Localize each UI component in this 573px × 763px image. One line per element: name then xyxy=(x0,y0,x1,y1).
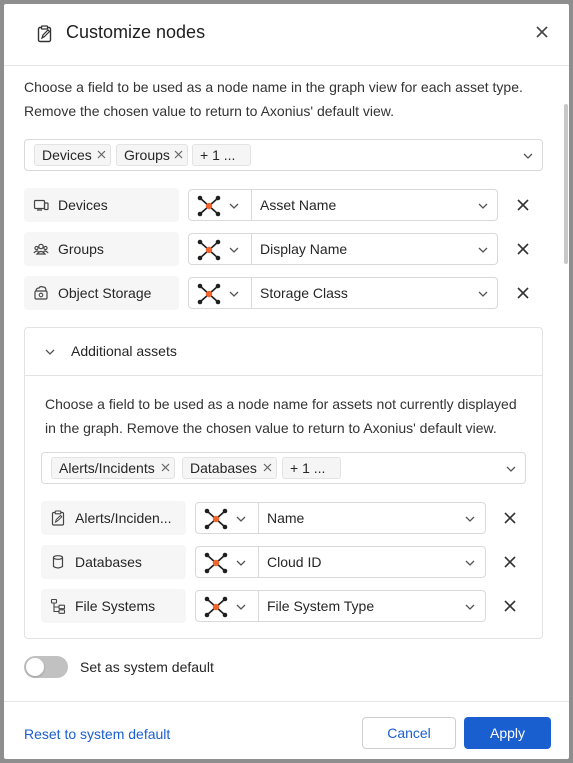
node-graph-icon xyxy=(204,552,228,574)
asset-types-select[interactable] xyxy=(24,139,543,171)
remove-row-icon[interactable] xyxy=(517,287,529,299)
chevron-down-icon[interactable] xyxy=(229,291,239,297)
groups-icon xyxy=(33,241,49,257)
dialog-title: Customize nodes xyxy=(66,22,206,42)
node-graph-icon xyxy=(204,596,228,618)
field-select-value: Name xyxy=(267,510,305,526)
asset-tag-label: Alerts/Incidents xyxy=(59,460,155,476)
asset-row-label-text: Databases xyxy=(75,554,142,570)
system-default-label: Set as system default xyxy=(80,659,214,675)
tag-remove-icon[interactable] xyxy=(263,463,272,472)
more-tags-tag[interactable] xyxy=(282,457,341,479)
asset-tag xyxy=(51,457,175,479)
reset-to-default-link[interactable]: Reset to system default xyxy=(24,726,171,742)
tag-remove-icon[interactable] xyxy=(174,150,183,159)
node-graph-icon xyxy=(197,239,221,261)
node-icon-select[interactable] xyxy=(188,277,252,309)
node-graph-icon xyxy=(204,508,228,530)
asset-row-label xyxy=(24,276,179,310)
chevron-down-icon[interactable] xyxy=(229,247,239,253)
asset-row-label xyxy=(24,232,179,266)
asset-row-label xyxy=(24,188,179,222)
more-tags-label: + 1 ... xyxy=(200,147,236,163)
asset-row-label-text: Alerts/Inciden... xyxy=(75,510,172,526)
asset-row-label xyxy=(41,589,186,623)
asset-tag xyxy=(34,144,111,166)
chevron-down-icon[interactable] xyxy=(465,516,475,522)
field-select[interactable] xyxy=(259,502,486,534)
toggle-knob xyxy=(26,658,44,676)
chevron-down-icon[interactable] xyxy=(478,247,488,253)
node-icon-select[interactable] xyxy=(188,189,252,221)
tag-remove-icon[interactable] xyxy=(161,463,170,472)
asset-row-label-text: Object Storage xyxy=(58,285,152,301)
field-select-value: Display Name xyxy=(260,241,348,257)
cancel-button[interactable]: Cancel xyxy=(362,717,456,749)
field-select[interactable] xyxy=(259,546,486,578)
clipboard-icon xyxy=(50,510,66,526)
customize-nodes-dialog xyxy=(4,4,569,759)
tag-remove-icon[interactable] xyxy=(97,150,106,159)
chevron-down-icon[interactable] xyxy=(236,604,246,610)
field-select-value: Storage Class xyxy=(260,285,348,301)
chevron-down-icon[interactable] xyxy=(465,604,475,610)
dialog-header xyxy=(4,4,569,66)
asset-tag-label: Devices xyxy=(42,147,92,163)
chevron-down-icon[interactable] xyxy=(229,203,239,209)
field-select-value: File System Type xyxy=(267,598,375,614)
node-icon-select[interactable] xyxy=(195,502,259,534)
chevron-down-icon[interactable] xyxy=(523,153,533,159)
more-tags-label: + 1 ... xyxy=(290,460,326,476)
dialog-footer xyxy=(4,701,569,759)
remove-row-icon[interactable] xyxy=(517,199,529,211)
node-icon-select[interactable] xyxy=(195,546,259,578)
remove-row-icon[interactable] xyxy=(504,556,516,568)
database-icon xyxy=(50,554,66,570)
remove-row-icon[interactable] xyxy=(517,243,529,255)
node-graph-icon xyxy=(197,283,221,305)
object-storage-icon xyxy=(33,285,49,301)
additional-assets-select[interactable] xyxy=(41,452,526,484)
chevron-down-icon[interactable] xyxy=(478,203,488,209)
scrollbar[interactable] xyxy=(564,104,568,264)
field-select[interactable] xyxy=(252,233,498,265)
additional-assets-title: Additional assets xyxy=(71,343,177,359)
asset-tag xyxy=(182,457,277,479)
remove-row-icon[interactable] xyxy=(504,512,516,524)
field-select[interactable] xyxy=(252,277,498,309)
asset-row-label-text: File Systems xyxy=(75,598,156,614)
asset-row-label-text: Groups xyxy=(58,241,104,257)
node-graph-icon xyxy=(197,195,221,217)
file-system-icon xyxy=(50,598,66,614)
node-icon-select[interactable] xyxy=(188,233,252,265)
field-select-value: Asset Name xyxy=(260,197,337,213)
additional-assets-header[interactable] xyxy=(25,328,542,376)
chevron-down-icon[interactable] xyxy=(236,516,246,522)
asset-tag-label: Databases xyxy=(190,460,257,476)
asset-tag xyxy=(116,144,188,166)
remove-row-icon[interactable] xyxy=(504,600,516,612)
additional-description: Choose a field to be used as a node name for assets not currently displayed in the graph. Remove the chosen value to return to Axonius' default view. xyxy=(45,396,517,436)
device-icon xyxy=(33,197,49,213)
chevron-down-icon[interactable] xyxy=(45,349,55,355)
system-default-toggle[interactable] xyxy=(24,656,68,678)
additional-assets-panel xyxy=(24,327,543,639)
close-icon[interactable] xyxy=(534,24,550,40)
field-select-value: Cloud ID xyxy=(267,554,322,570)
asset-row-label xyxy=(41,545,186,579)
chevron-down-icon[interactable] xyxy=(506,466,516,472)
more-tags-tag[interactable] xyxy=(192,144,251,166)
field-select[interactable] xyxy=(252,189,498,221)
clipboard-edit-icon xyxy=(36,25,54,43)
main-description: Choose a field to be used as a node name in the graph view for each asset type. Remove the chosen value to return to Axonius' default view. xyxy=(24,79,523,119)
chevron-down-icon[interactable] xyxy=(478,291,488,297)
asset-row-label xyxy=(41,501,186,535)
chevron-down-icon[interactable] xyxy=(236,560,246,566)
chevron-down-icon[interactable] xyxy=(465,560,475,566)
asset-row-label-text: Devices xyxy=(58,197,108,213)
asset-tag-label: Groups xyxy=(124,147,170,163)
field-select[interactable] xyxy=(259,590,486,622)
apply-button[interactable]: Apply xyxy=(464,717,551,749)
node-icon-select[interactable] xyxy=(195,590,259,622)
